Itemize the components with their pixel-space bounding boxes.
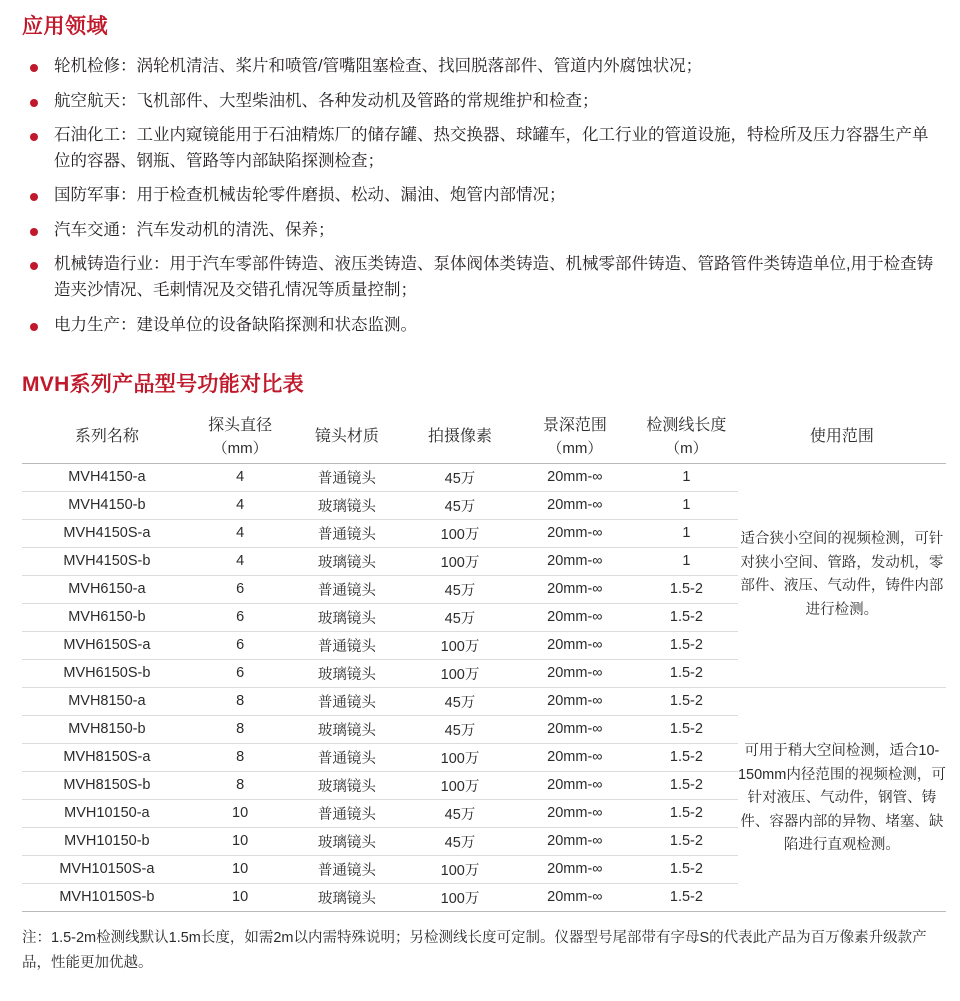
cell-model: MVH8150-b [22,715,192,743]
list-item-text: 汽车交通：汽车发动机的清洗、保养； [54,220,335,239]
comparison-table-title: MVH系列产品型号功能对比表 [22,373,304,397]
application-section-title: 应用领域 [22,15,108,38]
cell-lens: 玻璃镜头 [288,603,405,631]
cell-diameter: 8 [192,687,289,715]
bullet-dot-icon [30,193,38,201]
list-item-text: 电力生产：建设单位的设备缺陷探测和状态监测。 [54,315,417,334]
column-header-label: 使用范围 [809,428,874,446]
cell-cable-length: 1.5-2 [635,715,738,743]
table-header-row [22,412,946,463]
cell-diameter: 4 [192,519,289,547]
column-header-label: 拍摄像素 [427,428,492,446]
cell-model: MVH4150S-a [22,519,192,547]
cell-pixels: 45万 [405,603,515,631]
cell-pixels: 45万 [405,687,515,715]
column-header-usage-range [738,412,946,463]
column-header-probe-diameter [192,412,289,463]
cell-cable-length: 1.5-2 [635,687,738,715]
bullet-dot-icon [30,228,38,236]
cell-depth: 20mm-∞ [515,855,635,883]
cell-pixels: 100万 [405,659,515,687]
cell-pixels: 45万 [405,799,515,827]
cell-lens: 普通镜头 [288,519,405,547]
cell-cable-length: 1.5-2 [635,827,738,855]
cell-depth: 20mm-∞ [515,827,635,855]
cell-pixels: 100万 [405,771,515,799]
cell-diameter: 4 [192,547,289,575]
column-header-lens-material [288,412,405,463]
cell-diameter: 10 [192,799,289,827]
list-item [22,54,942,80]
cell-pixels: 100万 [405,743,515,771]
list-item [22,183,942,209]
cell-model: MVH6150-a [22,575,192,603]
cell-pixels: 100万 [405,547,515,575]
bullet-dot-icon [30,262,38,270]
cell-lens: 普通镜头 [288,463,405,491]
cell-cable-length: 1.5-2 [635,771,738,799]
cell-lens: 普通镜头 [288,799,405,827]
list-item [22,252,942,303]
cell-pixels: 45万 [405,463,515,491]
cell-usage-large: 可用于稍大空间检测，适合10-150mm内径范围的视频检测，可针对液压、气动件，钢管、铸件、容器内部的异物、堵塞、缺陷进行直观检测。 [738,687,946,911]
list-item-text: 国防军事：用于检查机械齿轮零件磨损、松动、漏油、炮管内部情况； [54,186,566,205]
cell-usage-small: 适合狭小空间的视频检测，可针对狭小空间、管路，发动机，零部件、液压、气动件，铸件内部进行检测。 [738,463,946,687]
column-header-label: 系列名称 [74,428,139,446]
cell-pixels: 100万 [405,883,515,911]
cell-lens: 普通镜头 [288,743,405,771]
cell-pixels: 100万 [405,631,515,659]
cell-pixels: 45万 [405,715,515,743]
document-page [0,10,960,1001]
column-header-label: 景深范围 [542,417,607,435]
list-item-text: 轮机检修：涡轮机清洁、桨片和喷管/管嘴阻塞检查、找回脱落部件、管道内外腐蚀状况； [54,57,703,75]
table-footnote: 注：1.5-2m检测线默认1.5m长度，如需2m以内需特殊说明；另检测线长度可定制。仪器型号尾部带有字母S的代表此产品为百万像素升级款产品，性能更加优越。 [22,929,927,971]
cell-diameter: 8 [192,715,289,743]
cell-model: MVH8150S-b [22,771,192,799]
cell-pixels: 100万 [405,855,515,883]
column-header-cable-length [635,412,738,463]
cell-depth: 20mm-∞ [515,575,635,603]
cell-model: MVH4150-b [22,491,192,519]
cell-depth: 20mm-∞ [515,491,635,519]
column-header-series-name [22,412,192,463]
cell-depth: 20mm-∞ [515,687,635,715]
cell-depth: 20mm-∞ [515,603,635,631]
cell-diameter: 6 [192,631,289,659]
cell-cable-length: 1.5-2 [635,883,738,911]
cell-lens: 玻璃镜头 [288,771,405,799]
cell-model: MVH6150S-a [22,631,192,659]
cell-model: MVH4150-a [22,463,192,491]
cell-diameter: 4 [192,463,289,491]
cell-lens: 玻璃镜头 [288,491,405,519]
cell-model: MVH10150S-b [22,883,192,911]
cell-lens: 玻璃镜头 [288,659,405,687]
cell-depth: 20mm-∞ [515,799,635,827]
cell-model: MVH6150S-b [22,659,192,687]
cell-diameter: 6 [192,659,289,687]
column-header-unit: （mm） [212,440,268,458]
cell-model: MVH8150S-a [22,743,192,771]
cell-lens: 玻璃镜头 [288,827,405,855]
cell-model: MVH10150-b [22,827,192,855]
column-header-label: 探头直径 [208,417,273,435]
column-header-depth-of-field [515,412,635,463]
cell-lens: 普通镜头 [288,687,405,715]
cell-model: MVH4150S-b [22,547,192,575]
list-item [22,89,942,115]
list-item-text: 航空航天：飞机部件、大型柴油机、各种发动机及管路的常规维护和检查； [54,91,599,110]
cell-lens: 普通镜头 [288,631,405,659]
cell-pixels: 100万 [405,519,515,547]
cell-diameter: 6 [192,603,289,631]
cell-depth: 20mm-∞ [515,463,635,491]
cell-diameter: 4 [192,491,289,519]
list-item-text: 机械铸造行业：用于汽车零部件铸造、液压类铸造、泵体阀体类铸造、机械零部件铸造、管路管件类铸造单位,用于检查铸造夹沙情况、毛刺情况及交错孔情况等质量控制； [54,255,934,299]
table-body [22,463,946,911]
cell-depth: 20mm-∞ [515,547,635,575]
cell-pixels: 45万 [405,491,515,519]
cell-diameter: 10 [192,855,289,883]
cell-diameter: 8 [192,743,289,771]
table-header [22,412,946,463]
cell-diameter: 8 [192,771,289,799]
cell-lens: 玻璃镜头 [288,883,405,911]
cell-model: MVH6150-b [22,603,192,631]
cell-cable-length: 1.5-2 [635,575,738,603]
cell-cable-length: 1 [635,491,738,519]
cell-lens: 普通镜头 [288,575,405,603]
list-item [22,218,942,244]
column-header-label: 检测线长度 [646,417,727,435]
application-bullet-list [22,54,942,338]
cell-pixels: 45万 [405,575,515,603]
cell-model: MVH8150-a [22,687,192,715]
cell-lens: 普通镜头 [288,855,405,883]
cell-cable-length: 1.5-2 [635,659,738,687]
cell-cable-length: 1 [635,463,738,491]
column-header-label: 镜头材质 [314,428,379,446]
cell-diameter: 6 [192,575,289,603]
cell-cable-length: 1.5-2 [635,799,738,827]
cell-model: MVH10150S-a [22,855,192,883]
cell-cable-length: 1.5-2 [635,631,738,659]
cell-model: MVH10150-a [22,799,192,827]
cell-cable-length: 1.5-2 [635,743,738,771]
cell-depth: 20mm-∞ [515,519,635,547]
column-header-unit: （mm） [547,440,603,458]
cell-lens: 玻璃镜头 [288,547,405,575]
cell-depth: 20mm-∞ [515,659,635,687]
cell-cable-length: 1.5-2 [635,855,738,883]
column-header-unit: （m） [665,440,708,458]
cell-cable-length: 1 [635,547,738,575]
cell-diameter: 10 [192,883,289,911]
bullet-dot-icon [30,99,38,107]
cell-depth: 20mm-∞ [515,743,635,771]
cell-pixels: 45万 [405,827,515,855]
cell-diameter: 10 [192,827,289,855]
list-item [22,313,942,339]
cell-cable-length: 1 [635,519,738,547]
list-item-text: 石油化工：工业内窥镜能用于石油精炼厂的储存罐、热交换器、球罐车，化工行业的管道设施，特检所及压力容器生产单位的容器、钢瓶、管路等内部缺陷探测检查； [54,126,929,170]
table-row [22,687,946,715]
cell-depth: 20mm-∞ [515,715,635,743]
bullet-dot-icon [30,64,38,72]
column-header-pixels [405,412,515,463]
table-row [22,463,946,491]
product-comparison-table [22,412,946,912]
cell-depth: 20mm-∞ [515,631,635,659]
cell-cable-length: 1.5-2 [635,603,738,631]
bullet-dot-icon [30,133,38,141]
cell-depth: 20mm-∞ [515,883,635,911]
cell-lens: 玻璃镜头 [288,715,405,743]
cell-depth: 20mm-∞ [515,771,635,799]
list-item [22,123,942,174]
bullet-dot-icon [30,323,38,331]
